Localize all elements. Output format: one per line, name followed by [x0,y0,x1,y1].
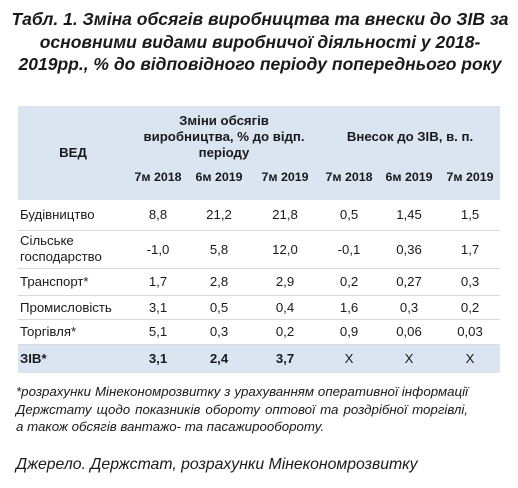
table-cell: 8,8 [128,200,188,230]
row-label: Будівництво [18,200,128,230]
table-row [18,200,500,230]
table-cell: -0,1 [320,230,378,268]
table-row [18,268,500,295]
period-header: 7м 2018 [320,168,378,200]
period-header: 7м 2019 [440,168,500,200]
table-cell: -1,0 [128,230,188,268]
table-row [18,319,500,344]
row-label: Сільське господарство [18,230,128,268]
table-cell: 1,7 [128,268,188,295]
header-ved: ВЕД [18,106,128,200]
table-cell: 0,3 [440,268,500,295]
total-cell: 3,1 [128,344,188,373]
table-cell: 1,7 [440,230,500,268]
table-cell: 0,3 [378,295,440,319]
total-cell: 2,4 [188,344,250,373]
row-label: Торгівля* [18,319,128,344]
table-cell: 5,1 [128,319,188,344]
header-group-production: Зміни обсягів виробництва, % до відп. періоду [128,106,320,168]
total-cell: 3,7 [250,344,320,373]
table-cell: 0,2 [320,268,378,295]
table-cell: 12,0 [250,230,320,268]
table-cell: 1,45 [378,200,440,230]
table-cell: 0,3 [188,319,250,344]
table-cell: 2,9 [250,268,320,295]
table-cell: 0,4 [250,295,320,319]
table-title: Табл. 1. Зміна обсягів виробництва та внески до ЗІВ за основними видами виробничої діяльності у 2018-2019рр., % до відповідного періоду попереднього року [11,9,509,74]
table-cell: 1,5 [440,200,500,230]
header-group-contribution: Внесок до ЗІВ, в. п. [320,106,500,168]
total-cell: X [440,344,500,373]
row-label: Транспорт* [18,268,128,295]
period-header: 6м 2019 [188,168,250,200]
period-header: 7м 2019 [250,168,320,200]
period-header: 7м 2018 [128,168,188,200]
footnote: *розрахунки Мінекономрозвитку з урахуванням оперативної інформації Держстату щодо показників обороту оптової та роздрібної торгівлі, а також обсягів вантажо- та пасажирообороту. [16,384,468,434]
total-row [18,344,500,373]
source-note: Джерело. Держстат, розрахунки Мінекономрозвитку [16,456,418,473]
table-cell: 0,5 [188,295,250,319]
row-label: Промисловість [18,295,128,319]
total-cell: X [378,344,440,373]
table-cell: 21,8 [250,200,320,230]
table-cell: 2,8 [188,268,250,295]
table-row [18,230,500,268]
header-row-groups [18,106,500,168]
table-cell: 0,03 [440,319,500,344]
table-cell: 1,6 [320,295,378,319]
table-cell: 0,5 [320,200,378,230]
table-cell: 5,8 [188,230,250,268]
table-cell: 0,9 [320,319,378,344]
table-cell: 0,36 [378,230,440,268]
total-label: ЗІВ* [18,344,128,373]
table-cell: 3,1 [128,295,188,319]
table-cell: 21,2 [188,200,250,230]
table-cell: 0,2 [250,319,320,344]
total-cell: X [320,344,378,373]
period-header: 6м 2019 [378,168,440,200]
table-cell: 0,06 [378,319,440,344]
table-cell: 0,2 [440,295,500,319]
table-row [18,295,500,319]
data-table [18,106,500,373]
table-cell: 0,27 [378,268,440,295]
